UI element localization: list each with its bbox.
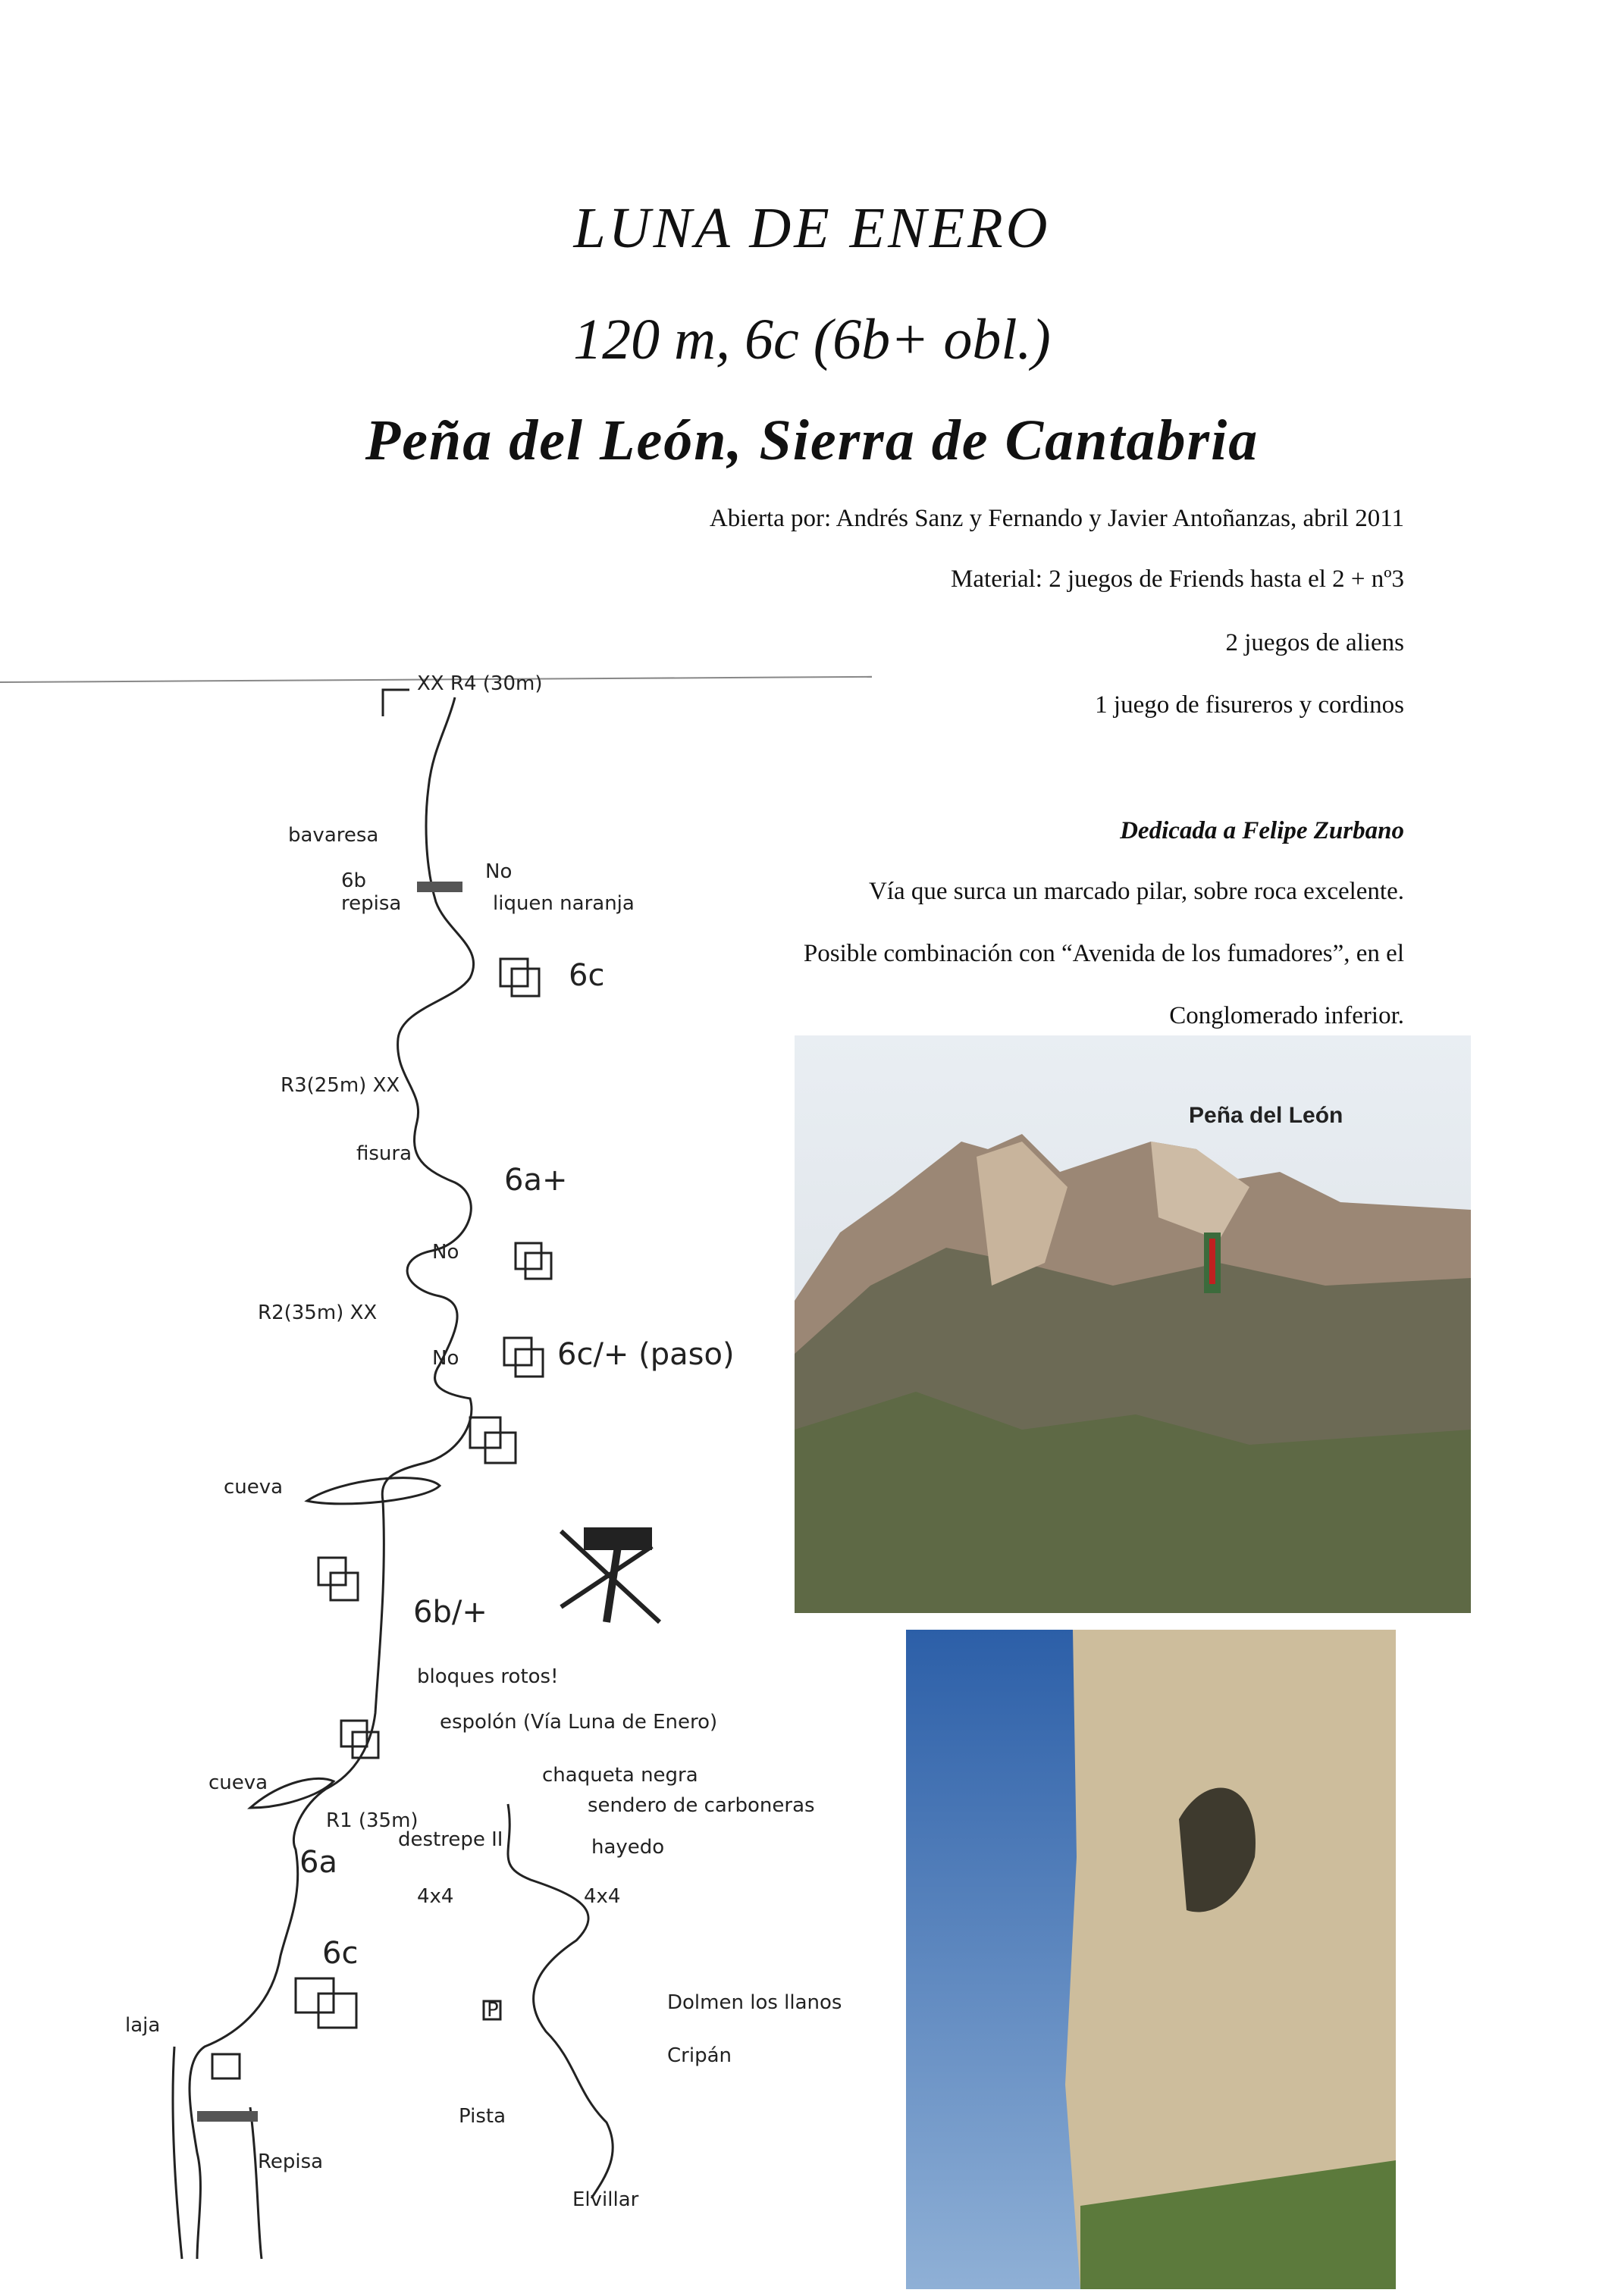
label-sendero: sendero de carboneras [588,1794,815,1817]
grade-6b: 6b [341,869,367,892]
label-chaqueta: chaqueta negra [542,1764,698,1787]
friend-icon-4 [525,1253,551,1279]
friend-icon-5 [504,1338,531,1365]
label-cueva-bottom: cueva [208,1771,268,1794]
belay-r3: R3(25m) XX [281,1074,400,1097]
description-line-2: Posible combinación con “Avenida de los fumadores”, en el [803,940,1404,967]
label-no-2: No [432,1241,459,1264]
label-cripan: Cripán [667,2044,732,2067]
parking-sign-letter: P [487,1999,499,2022]
route-location: Peña del León, Sierra de Cantabria [365,409,1259,472]
label-repisa-bottom: Repisa [258,2150,324,2173]
grade-6a: 6a [299,1845,337,1880]
friend-icon-10 [331,1573,358,1600]
friend-icon-14 [318,1994,356,2028]
label-no-1: No [485,860,513,883]
route-grade: 120 m, 6c (6b+ obl.) [573,308,1051,371]
mountain-photo [795,1035,1471,1613]
label-elvillar: Elvillar [572,2188,639,2211]
opened-by: Abierta por: Andrés Sanz y Fernando y Javier Antoñanzas, abril 2011 [709,505,1404,532]
label-destrepe: destrepe II [398,1828,503,1851]
rappel-arrow-r4 [383,690,409,716]
route-left-edge [173,2047,182,2259]
route-right-edge [250,2107,262,2259]
grade-6a-plus: 6a+ [504,1163,568,1198]
friend-icon-11 [341,1721,367,1746]
ledge-mark-top [417,882,462,892]
approach-map [398,1711,842,2211]
no-bolting-icon [561,1527,660,1622]
label-espolon: espolón (Vía Luna de Enero) [440,1711,718,1734]
grade-6c-top: 6c [569,958,605,993]
grade-6c-bottom: 6c [322,1936,359,1971]
friend-icon-3 [516,1243,541,1269]
route-topo-sketch [0,667,872,2274]
belay-r1: R1 (35m) [326,1809,419,1832]
description-line-3: Conglomerado inferior. [1169,1002,1404,1029]
material-line-2: 2 juegos de aliens [1225,629,1404,656]
friend-icon-9 [318,1558,346,1585]
belay-r2: R2(35m) XX [258,1301,378,1324]
grade-6c-plus: 6c/+ (paso) [557,1337,735,1372]
friend-icon-15 [212,2054,240,2078]
friend-icon-13 [296,1978,334,2013]
label-dolmen: Dolmen los llanos [667,1991,842,2014]
label-laja: laja [125,2014,161,2037]
label-cueva-top: cueva [224,1476,284,1499]
friend-icon-2 [512,969,539,996]
belay-r4: XX R4 (30m) [417,672,543,695]
ledge-mark-bottom [197,2111,258,2122]
approach-path [508,1804,613,2198]
label-liquen: liquen naranja [493,892,635,915]
label-no-3: No [432,1347,459,1370]
label-fisura: fisura [356,1142,412,1165]
friend-icon-1 [500,959,528,986]
friend-icon-12 [353,1732,378,1758]
grade-6b-plus: 6b/+ [413,1595,488,1630]
friend-icon-6 [516,1349,543,1377]
label-repisa-top: repisa [341,892,402,915]
photo-label: Peña del León [1189,1103,1343,1128]
label-bloques: bloques rotos! [417,1665,559,1688]
wall-photo [906,1630,1396,2289]
dedication: Dedicada a Felipe Zurbano [1120,817,1404,844]
label-pista: Pista [459,2105,506,2128]
description-line-1: Vía que surca un marcado pilar, sobre roca excelente. [868,878,1404,905]
label-bavaresa: bavaresa [288,824,379,847]
material-line-3: 1 juego de fisureros y cordinos [1095,691,1404,719]
cave-sketch-top [307,1478,440,1504]
parking-left: 4x4 [417,1885,454,1908]
parking-right: 4x4 [584,1885,621,1908]
route-title: LUNA DE ENERO [573,196,1051,260]
material-line-1: Material: 2 juegos de Friends hasta el 2 + nº3 [951,565,1404,593]
label-hayedo: hayedo [591,1836,665,1859]
